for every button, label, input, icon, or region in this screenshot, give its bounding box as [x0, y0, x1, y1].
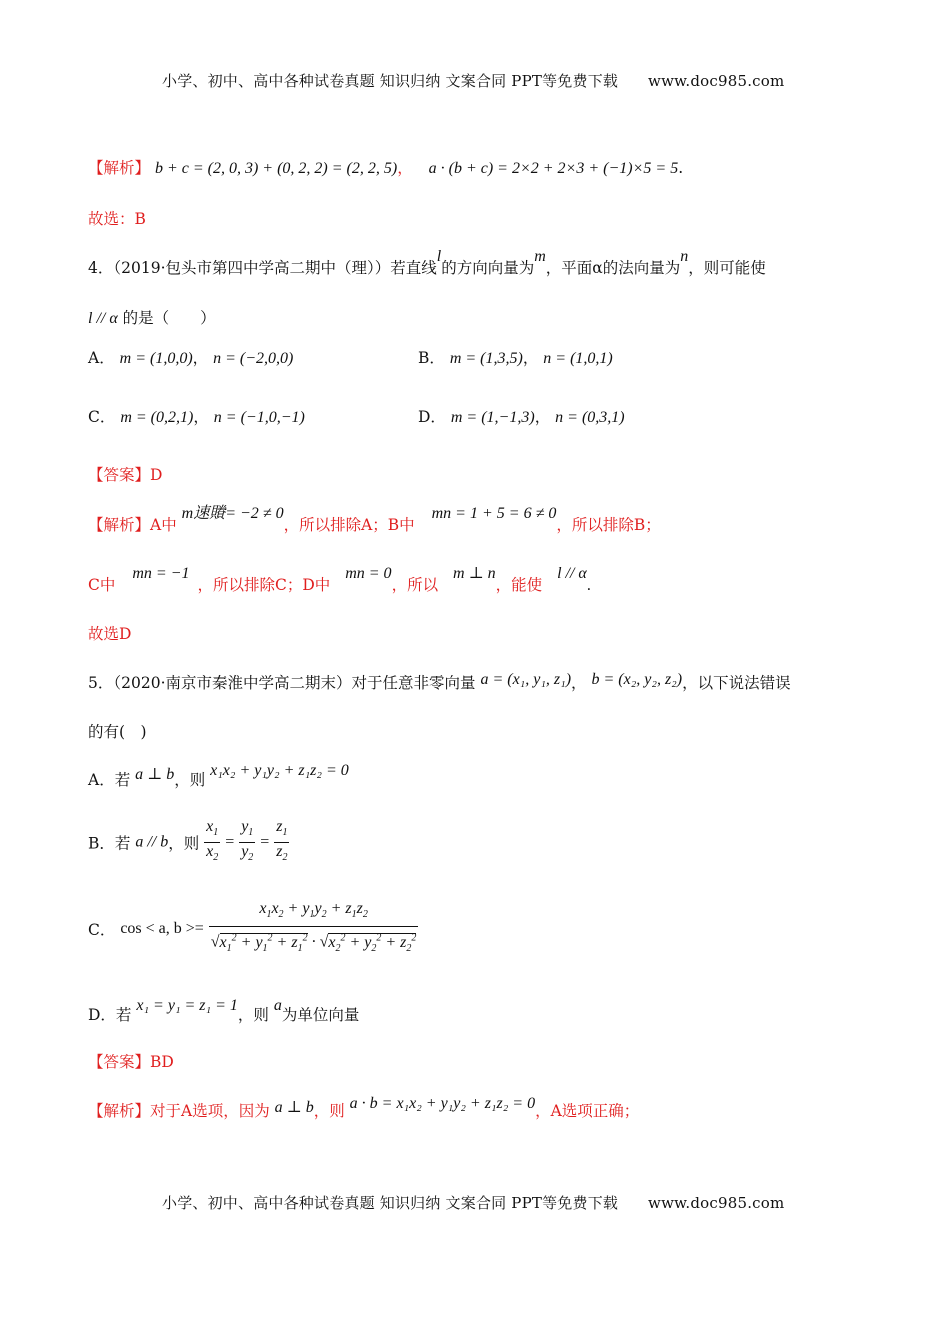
q4-analysis-2	[88, 565, 591, 595]
q4-option-b	[418, 346, 613, 368]
q4-stem	[88, 248, 766, 278]
q5-b-vector: b = (x₂, y₂, z₂)	[591, 671, 683, 688]
analysis-text: ，所以排除C；D中	[197, 576, 331, 594]
header-site: www.doc985.com	[648, 72, 785, 90]
q5-option-b: B．若 a // b，则 $\frac{x_1}{x_2}$ = $\frac{y_1}{y_2}$ = $\frac{z_1}{z_2}$	[88, 818, 289, 867]
separator: ，	[192, 349, 209, 367]
page-header	[162, 70, 784, 91]
separator: ，	[397, 159, 413, 177]
q4-text-4: ，则可能使	[688, 259, 766, 277]
q4-number: 4．	[88, 259, 114, 277]
option-label: C．	[88, 920, 116, 939]
option-text: 为单位向量	[281, 1006, 360, 1024]
analysis-text: C中	[88, 576, 116, 594]
option-label: B．若	[88, 834, 131, 853]
answer-label: 【答案】	[88, 466, 151, 484]
option-label: D．若	[88, 1006, 132, 1024]
analysis-b-expr: mn = 1 + 5 = 6 ≠ 0	[431, 505, 557, 522]
q4-option-d	[418, 405, 625, 427]
q4-option-c	[88, 405, 305, 427]
q5-number: 5．	[88, 674, 114, 692]
analysis-text: 对于A选项，因为	[150, 1102, 270, 1120]
option-b-cond: a // b	[135, 833, 169, 851]
q4-l: l	[436, 248, 442, 265]
fraction-x: $\frac{x_1}{x_2}$	[206, 818, 219, 864]
period: .	[586, 577, 591, 594]
q4-cond: l // α	[88, 310, 118, 327]
option-d-m: m = (1,−1,3)	[450, 409, 535, 426]
answer-value: D	[150, 466, 163, 484]
option-label: B．	[418, 349, 445, 367]
q4-stem-2	[88, 306, 216, 328]
analysis-text: ，所以	[391, 576, 439, 594]
q5-stem	[88, 671, 791, 693]
option-c-lhs: cos < a, b >=	[120, 919, 204, 937]
option-d-expr: x₁ = y₁ = z₁ = 1	[136, 997, 238, 1014]
analysis-label: 【解析】	[88, 1102, 151, 1120]
q4-text-1: 若直线	[390, 259, 437, 277]
fraction-y: $\frac{y_1}{y_2}$	[241, 818, 254, 864]
option-label: D．	[418, 408, 446, 426]
q5-answer	[88, 1050, 174, 1072]
q5-analysis	[88, 1095, 640, 1121]
q4-text-3: ，平面α的法向量为	[545, 259, 681, 277]
analysis-label: 【解析】	[88, 159, 151, 177]
q5-a-vector: a = (x₁, y₁, z₁)	[480, 671, 572, 688]
option-a-expr: x₁x₂ + y₁y₂ + z₁z₂ = 0	[210, 762, 349, 779]
fraction-z: $\frac{z_1}{z_2}$	[276, 818, 288, 864]
q3-expr2: a · (b + c) = 2×2 + 2×3 + (−1)×5 = 5	[428, 160, 679, 177]
analysis-text: ，A选项正确；	[535, 1102, 640, 1120]
analysis-label: 【解析】	[88, 516, 151, 534]
option-label: A．若	[88, 771, 131, 789]
q4-m: m	[534, 248, 546, 265]
separator: ，	[522, 349, 539, 367]
option-a-m: m = (1,0,0)	[119, 350, 193, 367]
q5-source: （2020·南京市秦淮中学高二期末）	[113, 674, 352, 692]
q3-analysis	[88, 156, 683, 178]
q4-text-5: 的是（ ）	[122, 309, 216, 327]
analysis-a-expr: m速䞉= −2 ≠ 0	[181, 505, 284, 522]
option-a-cond: a ⊥ b	[135, 766, 175, 783]
option-b-m: m = (1,3,5)	[449, 350, 523, 367]
analysis-cond: a ⊥ b	[274, 1099, 314, 1116]
header-text: 小学、初中、高中各种试卷真题 知识归纳 文案合同 PPT等免费下载	[162, 72, 619, 90]
option-text: ，则	[168, 834, 200, 853]
analysis-text: ，则	[313, 1102, 345, 1120]
q4-analysis-1	[88, 505, 661, 535]
analysis-text: A中	[150, 516, 177, 534]
answer-value: BD	[150, 1053, 174, 1071]
analysis-par: l // α	[557, 565, 587, 582]
footer-site: www.doc985.com	[648, 1194, 785, 1212]
option-label: A．	[88, 349, 115, 367]
analysis-text: ，所以排除B；	[556, 516, 661, 534]
q4-answer	[88, 463, 162, 485]
analysis-perp: m ⊥ n	[453, 565, 496, 582]
q4-n: n	[680, 248, 689, 265]
analysis-expr: a · b = x₁x₂ + y₁y₂ + z₁z₂ = 0	[349, 1095, 536, 1112]
option-c-n: n = (−1,0,−1)	[213, 409, 305, 426]
answer-label: 【答案】	[88, 1053, 151, 1071]
separator: ，	[193, 408, 209, 426]
option-a-n: n = (−2,0,0)	[213, 350, 294, 367]
option-c-m: m = (0,2,1)	[120, 409, 194, 426]
option-d-a: a	[273, 997, 282, 1014]
q4-conclusion: 故选D	[88, 625, 132, 643]
q5-text-1: 对于任意非零向量	[351, 674, 476, 692]
separator: ，	[571, 674, 587, 692]
q5-stem-2: 的有( )	[88, 723, 147, 741]
footer-text: 小学、初中、高中各种试卷真题 知识归纳 文案合同 PPT等免费下载	[162, 1194, 619, 1212]
q5-text-2: ，以下说法错误	[682, 674, 791, 692]
q3-conclusion: 故选：B	[88, 210, 146, 228]
option-text: ，则	[174, 771, 206, 789]
period: .	[678, 159, 684, 177]
q5-option-d	[88, 997, 360, 1025]
q4-source: （2019·包头市第四中学高二期中（理））	[113, 259, 391, 277]
q4-option-a	[88, 346, 293, 368]
option-text: ，则	[237, 1006, 269, 1024]
analysis-text: ，所以排除A；B中	[283, 516, 415, 534]
page-footer	[162, 1192, 784, 1213]
option-b-n: n = (1,0,1)	[543, 350, 613, 367]
q5-option-a	[88, 762, 349, 790]
q5-option-c	[88, 900, 418, 958]
option-label: C．	[88, 408, 116, 426]
analysis-c-expr: mn = −1	[132, 565, 190, 582]
separator: ，	[534, 408, 551, 426]
q4-text-2: 的方向向量为	[441, 259, 535, 277]
q3-expr1: b + c = (2, 0, 3) + (0, 2, 2) = (2, 2, 5)	[154, 160, 398, 177]
analysis-text: ，能使	[495, 576, 543, 594]
analysis-d-expr: mn = 0	[345, 565, 392, 582]
cosine-fraction: $\frac{x_1x_2 + y_1y_2 + z_1z_2}{√x_1^2 + y_1^2 + z_1^2 \cdot √x_2^2 + y_2^2 + z_2^2}$	[210, 900, 417, 954]
option-d-n: n = (0,3,1)	[555, 409, 625, 426]
